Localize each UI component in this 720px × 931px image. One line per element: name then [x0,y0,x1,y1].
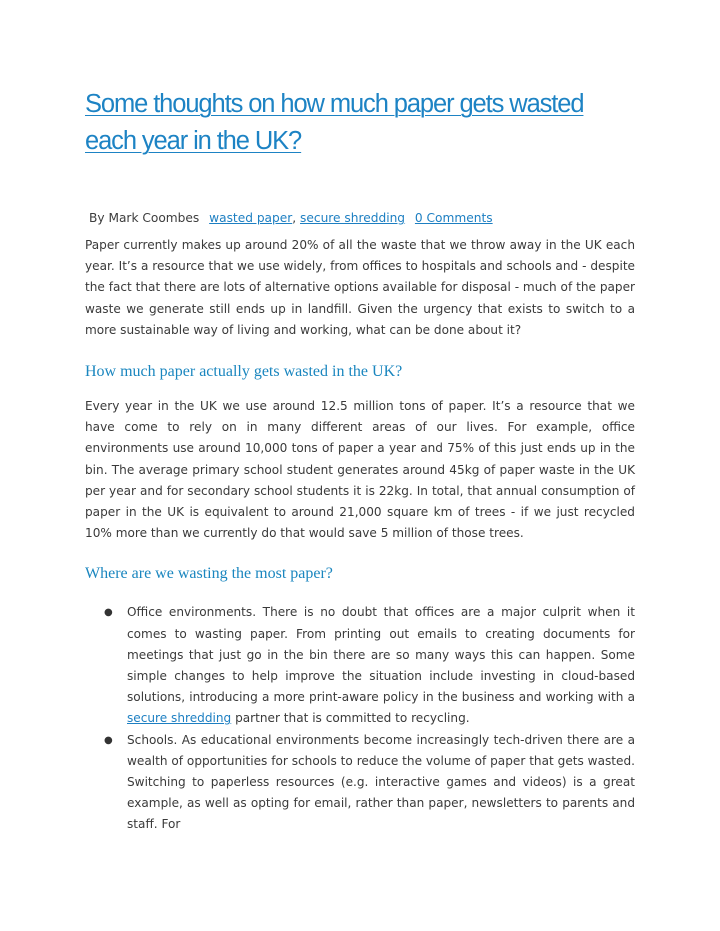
section-heading-most-paper: Where are we wasting the most paper? [85,565,333,583]
list-item [85,602,635,729]
bullet-icon: ● [104,734,113,746]
byline [85,208,635,228]
article [85,86,635,836]
secure-shredding-link[interactable]: secure shredding [127,711,232,726]
list-item-text: Office environments. There is no doubt that offices are a major culprit when it comes to wasting paper. From printing out emails to creating documents for meetings that just go in the bin there are so many ways this can happen. Some simple changes to help improve the situation include investing in cloud-based solutions, introducing a more print-aware policy in the business and working with a secure shredding partner that is committed to recycling. [127,605,635,726]
comments-link[interactable]: 0 Comments [414,211,493,225]
section-heading-paper-wasted: How much paper actually gets wasted in the UK? [85,363,403,381]
tag-separator: , [292,211,297,225]
list-item-text: Schools. As educational environments become increasingly tech-driven there are a wealth of opportunities for schools to reduce the volume of paper that gets wasted. Switching to paperless resources (e.g. interactive games and videos) is a great example, as well as opting for email, rather than paper, newsletters to parents and staff. For [127,732,635,832]
tag-link-secure-shredding[interactable]: secure shredding [300,211,406,225]
intro-paragraph: Paper currently makes up around 20% of all the waste that we throw away in the UK each year. It’s a resource that we use widely, from offices to hospitals and schools and - despite the fact that there are lots of alternative options available for disposal - much of the paper waste we generate still ends up in landfill. Given the urgency that exists to switch to a more sustainable way of living and working, what can be done about it? [85,238,635,337]
author-name: By Mark Coombes [89,211,200,225]
article-title[interactable]: Some thoughts on how much paper gets wasted each year in the UK? [85,90,584,155]
bullet-icon: ● [104,607,113,619]
bullet-list [85,602,635,835]
list-item [85,730,635,836]
tag-link-wasted-paper[interactable]: wasted paper [209,211,293,225]
section-paragraph-paper-wasted: Every year in the UK we use around 12.5 million tons of paper. It’s a resource that we have come to rely on in many different areas of our lives. For example, office environments use around 10,000 tons of paper a year and 75% of this just ends up in the bin. The average primary school student generates around 45kg of paper waste in the UK per year and for secondary school students it is 22kg. In total, that annual consumption of paper in the UK is equivalent to around 21,000 square km of trees - if we just recycled 10% more than we currently do that would save 5 million of those trees. [85,399,635,541]
